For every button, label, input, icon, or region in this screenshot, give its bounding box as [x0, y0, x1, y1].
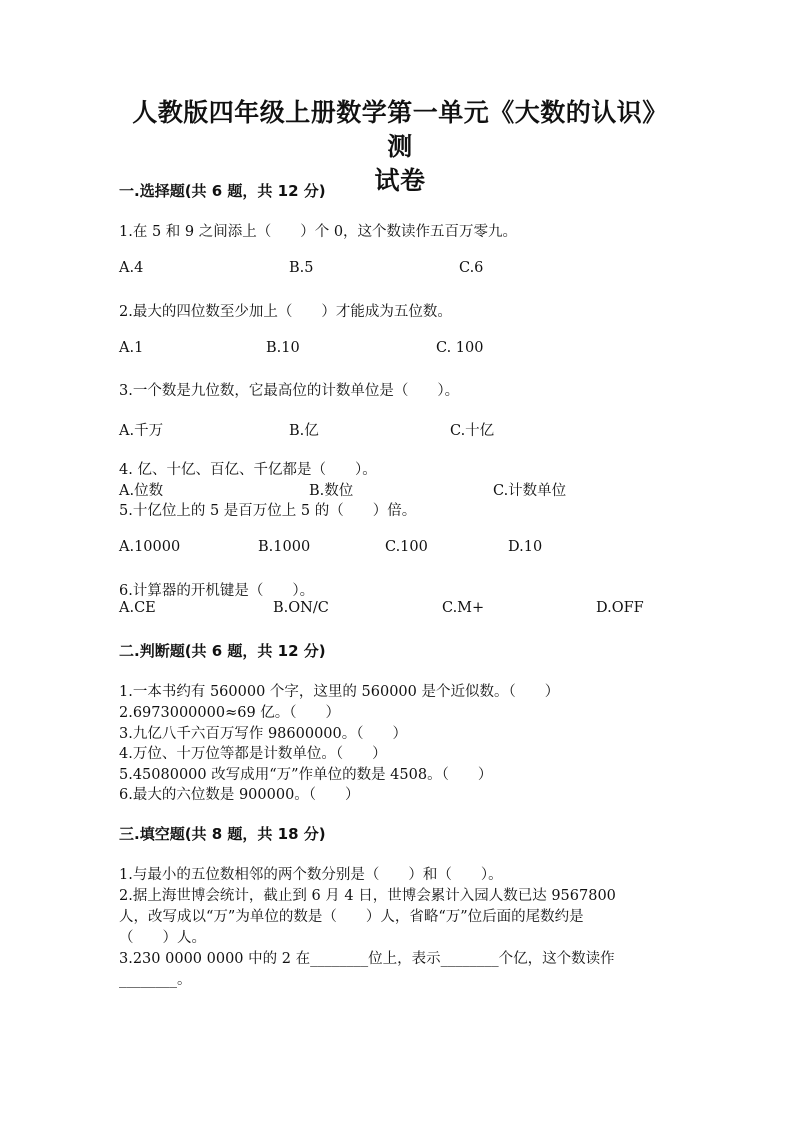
title-line-2: 试卷: [374, 166, 426, 195]
q1-option-c: C.6: [459, 260, 484, 276]
question-5: 5.十亿位上的 5 是百万位上 5 的（ ）倍。: [119, 503, 417, 519]
fill-item-1: 1.与最小的五位数相邻的两个数分别是（ ）和（ ）。: [119, 867, 503, 883]
fill-item-2-line-1: 2.据上海世博会统计，截止到 6 月 4 日，世博会累计入园人数已达 9567800: [119, 888, 616, 904]
q5-option-a: A.10000: [119, 539, 181, 555]
q4-option-b: B.数位: [309, 483, 354, 499]
judge-item-4: 4.万位、十万位等都是计数单位。（ ）: [119, 746, 387, 762]
q1-option-a: A.4: [119, 260, 144, 276]
judge-item-3: 3.九亿八千六百万写作 98600000。（ ）: [119, 726, 407, 742]
q3-option-c: C.十亿: [450, 423, 495, 439]
q5-option-c: C.100: [385, 539, 428, 555]
title-line-1: 人教版四年级上册数学第一单元《大数的认识》测: [132, 98, 668, 161]
q6-option-a: A.CE: [119, 600, 156, 616]
q4-option-c: C.计数单位: [493, 483, 567, 499]
question-1: 1.在 5 和 9 之间添上（ ）个 0，这个数读作五百万零九。: [119, 224, 518, 240]
judge-item-1: 1.一本书约有 560000 个字，这里的 560000 是个近似数。（ ）: [119, 684, 560, 700]
fill-item-3-line-2: ________。: [119, 972, 192, 988]
question-6: 6.计算器的开机键是（ ）。: [119, 583, 315, 599]
q1-option-b: B.5: [289, 260, 314, 276]
question-4: 4. 亿、十亿、百亿、千亿都是（ ）。: [119, 462, 377, 478]
q4-option-a: A.位数: [119, 483, 164, 499]
q5-option-b: B.1000: [258, 539, 311, 555]
judge-item-5: 5.45080000 改写成用“万”作单位的数是 4508。（ ）: [119, 767, 493, 783]
q6-option-d: D.OFF: [596, 600, 644, 616]
q2-option-c: C. 100: [436, 340, 484, 356]
section-heading-fill: 三.填空题(共 8 题，共 18 分): [119, 825, 326, 843]
judge-item-6: 6.最大的六位数是 900000。（ ）: [119, 787, 360, 803]
fill-item-2-line-2: 人，改写成以“万”为单位的数是（ ）人，省略“万”位后面的尾数约是: [119, 909, 584, 925]
q3-option-b: B.亿: [289, 423, 319, 439]
q2-option-b: B.10: [266, 340, 300, 356]
q5-option-d: D.10: [508, 539, 543, 555]
q6-option-c: C.M+: [442, 600, 485, 616]
question-2: 2.最大的四位数至少加上（ ）才能成为五位数。: [119, 304, 452, 320]
section-heading-judge: 二.判断题(共 6 题，共 12 分): [119, 642, 326, 660]
question-3: 3.一个数是九位数，它最高位的计数单位是（ ）。: [119, 383, 460, 399]
q6-option-b: B.ON/C: [273, 600, 329, 616]
section-heading-choice: 一.选择题(共 6 题，共 12 分): [119, 182, 326, 200]
q3-option-a: A.千万: [119, 423, 164, 439]
q2-option-a: A.1: [119, 340, 144, 356]
fill-item-2-line-3: （ ）人。: [119, 930, 206, 946]
judge-item-2: 2.6973000000≈69 亿。（ ）: [119, 705, 341, 721]
fill-item-3-line-1: 3.230 0000 0000 中的 2 在________位上，表示________个亿，这个数读作: [119, 951, 615, 967]
